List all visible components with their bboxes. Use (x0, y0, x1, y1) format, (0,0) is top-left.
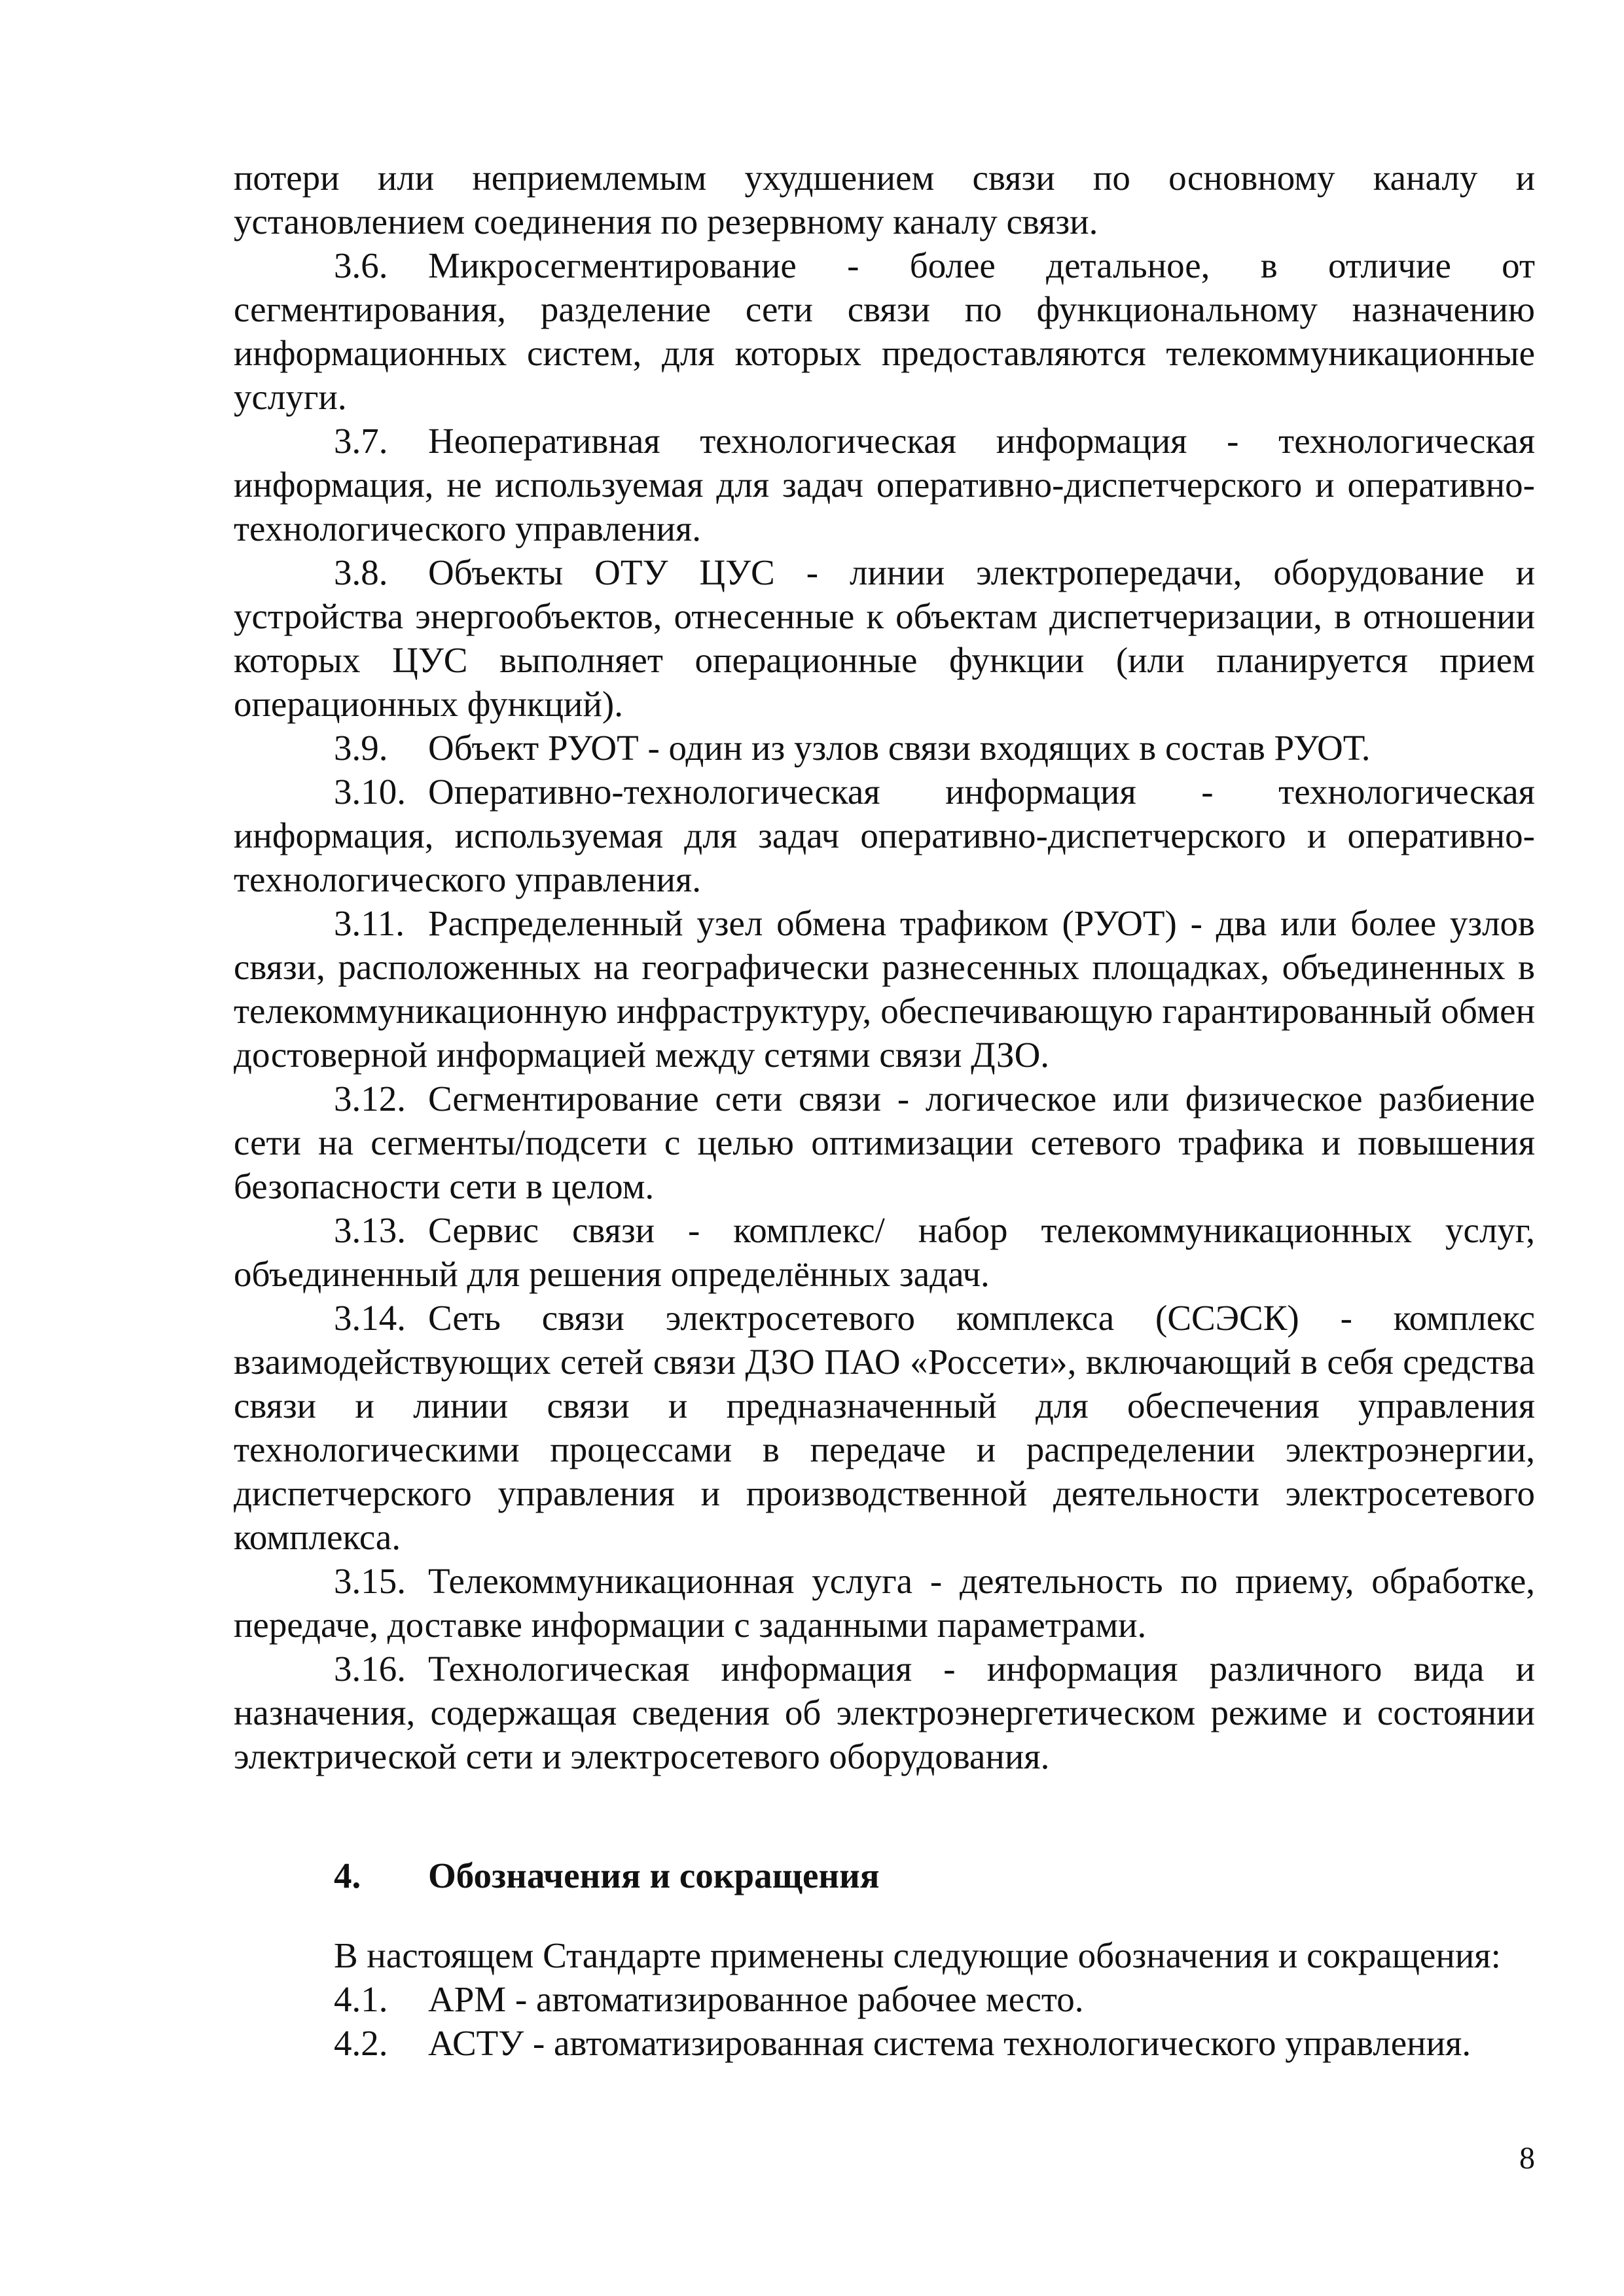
item-text: Технологическая информация - информация различного вида и назначения, содержащая сведения об электроэнергетическом режиме и состоянии электрической сети и электросетевого оборудования. (234, 1649, 1535, 1776)
item-text: Сеть связи электросетевого комплекса (ССЭСК) - комплекс взаимодействующих сетей связи ДЗО ПАО «Россети», включающий в себя средства связи и линии связи и предназначенный для обеспечения управления технологическими процессами в передаче и распределении электроэнергии, диспетчерского управления и производственной деятельности электросетевого комплекса. (234, 1298, 1535, 1557)
section-heading (234, 1854, 1535, 1897)
abbreviation-item (234, 1977, 1535, 2021)
definition-item (234, 1077, 1535, 1208)
abbreviation-item (234, 2021, 1535, 2065)
item-text: Неоперативная технологическая информация - технологическая информация, не используемая для задач оперативно-диспетчерского и оперативно-технологического управления. (234, 421, 1535, 548)
abbreviations-list (234, 1977, 1535, 2065)
definition-item (234, 419, 1535, 550)
item-number: 3.16. (334, 1649, 406, 1689)
definition-item (234, 901, 1535, 1077)
item-text: Микросегментирование - более детальное, в отличие от сегментирования, разделение сети связи по функциональному назначению информационных систем, для которых предоставляются телекоммуникационные услуги. (234, 245, 1535, 417)
item-text: АСТУ - автоматизированная система технологического управления. (428, 2023, 1471, 2063)
item-text: Телекоммуникационная услуга - деятельность по приему, обработке, передаче, доставке информации с заданными параметрами. (234, 1561, 1535, 1645)
definition-item (234, 243, 1535, 419)
item-number: 3.6. (334, 245, 388, 285)
section-intro: В настоящем Стандарте применены следующие обозначения и сокращения: (334, 1935, 1501, 1975)
item-text: Сегментирование сети связи - логическое или физическое разбиение сети на сегменты/подсети с целью оптимизации сетевого трафика и повышения безопасности сети в целом. (234, 1079, 1535, 1206)
item-text: Объект РУОТ - один из узлов связи входящих в состав РУОТ. (428, 728, 1371, 768)
item-number: 3.15. (334, 1561, 406, 1601)
page-number: 8 (1519, 2141, 1535, 2176)
item-number: 3.9. (334, 728, 388, 768)
definition-item (234, 770, 1535, 901)
item-number: 3.11. (334, 903, 405, 943)
item-number: 4.2. (334, 2023, 388, 2063)
item-number: 3.13. (334, 1210, 406, 1250)
item-text: Распределенный узел обмена трафиком (РУОТ) - два или более узлов связи, расположенных на географически разнесенных площадках, объединенных в телекоммуникационную инфраструктуру, обеспечивающую гарантированный обмен достоверной информацией между сетями связи ДЗО. (234, 903, 1535, 1075)
definition-item (234, 1208, 1535, 1296)
definition-item (234, 726, 1535, 770)
definitions-list (234, 243, 1535, 1778)
item-number: 3.12. (334, 1079, 406, 1119)
section-title: Обозначения и сокращения (428, 1856, 880, 1895)
section-number: 4. (334, 1856, 361, 1895)
definition-item (234, 1647, 1535, 1778)
item-number: 3.10. (334, 772, 406, 812)
item-text: Оперативно-технологическая информация - технологическая информация, используемая для задач оперативно-диспетчерского и оперативно-технологического управления. (234, 772, 1535, 899)
definition-item (234, 1296, 1535, 1559)
item-number: 3.8. (334, 552, 388, 592)
definition-item (234, 550, 1535, 726)
item-text: Сервис связи - комплекс/ набор телекоммуникационных услуг, объединенный для решения определённых задач. (234, 1210, 1535, 1294)
item-number: 4.1. (334, 1979, 388, 2019)
item-number: 3.7. (334, 421, 388, 461)
item-number: 3.14. (334, 1298, 406, 1338)
page-body (234, 156, 1535, 2065)
continuation-paragraph: потери или неприемлемым ухудшением связи по основному каналу и установлением соединения по резервному каналу связи. (234, 158, 1535, 242)
item-text: Объекты ОТУ ЦУС - линии электропередачи, оборудование и устройства энергообъектов, отнесенные к объектам диспетчеризации, в отношении которых ЦУС выполняет операционные функции (или планируется прием операционных функций). (234, 552, 1535, 724)
item-text: АРМ - автоматизированное рабочее место. (428, 1979, 1084, 2019)
definition-item (234, 1559, 1535, 1647)
